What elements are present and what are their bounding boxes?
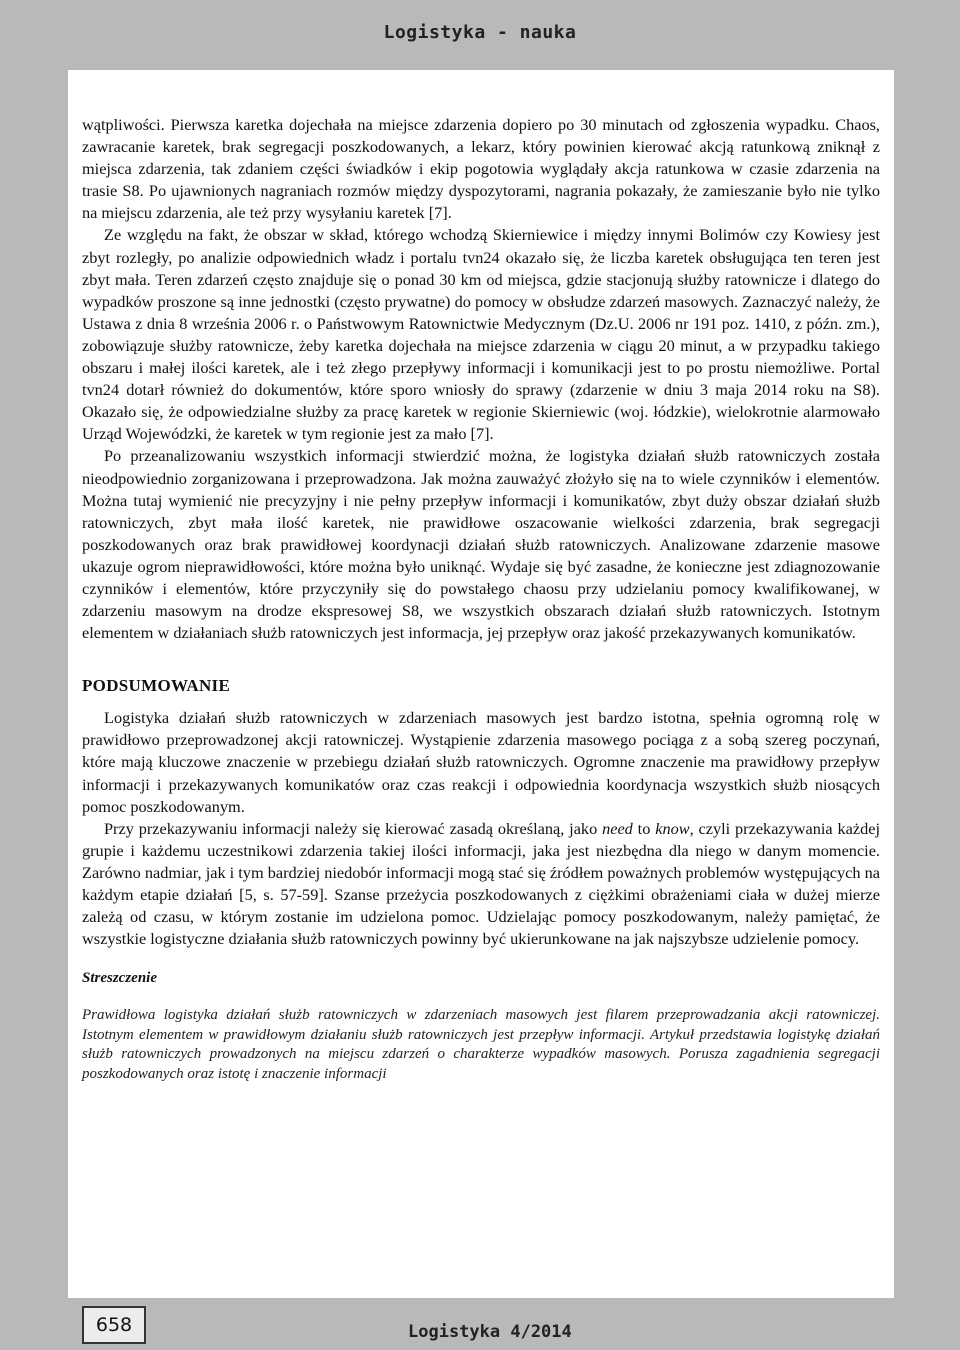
summary-paragraph-2	[82, 818, 880, 951]
body-paragraph-1: wątpliwości. Pierwsza karetka dojechała na miejsce zdarzenia dopiero po 30 minutach od zgłoszenia wypadku. Chaos, zawracanie karetek, brak segregacji poszkodowanych, a lekarz, który powinien kierować akcją ratunkową zniknął z miejsca zdarzenia, tak zdaniem części świadków i ekip pogotowia wyglądały akcja ratunkowa w czasie zdarzenia na trasie S8. Po ujawnionych nagraniach rozmów między dyspozytorami, nagrania pokazały, że zamieszanie było nie tylko na miejscu zdarzenia, ale też przy wysyłaniu karetek [7].	[82, 115, 880, 223]
summary-paragraph-1: Logistyka działań służb ratowniczych w zdarzeniach masowych jest bardzo istotna, spełnia ogromną rolę w prawidłowo przeprowadzonej akcji ratowniczej. Wystąpienie zdarzenia masowego pociąga z a sobą szereg poczynań, które mają kluczowe znaczenie w przebiegu działań służb ratowniczych. Ogromne znaczenie ma prawidłowy przepływ informacji i przekazywanych komunikatów oraz czas reakcji i odpowiednia koordynacja wszystkich służb niosących pomoc poszkodowanym.	[82, 708, 880, 816]
page-sheet	[68, 70, 894, 1298]
term-know: know	[655, 818, 690, 838]
page-number: 658	[82, 1306, 146, 1344]
term-need: need	[602, 818, 633, 838]
article-body	[82, 114, 880, 1085]
running-header: Logistyka - nauka	[383, 22, 577, 43]
journal-footer: Logistyka 4/2014	[408, 1322, 572, 1342]
body-paragraph-3: Po przeanalizowaniu wszystkich informacji stwierdzić można, że logistyka działań służb ratowniczych została nieodpowiednio zorganizowana i przeprowadzona. Jak można zauważyć złożyło się na to wiele czynników i elementów. Można tutaj wymienić nie precyzyjny i nie pełny przepływ informacji i komunikatów, zbyt duży obszar działań służb ratowniczych, zbyt mała ilość karetek, nie prawidłowe oszacowanie wielkości zdarzenia, brak segregacji poszkodowanych oraz brak prawidłowej koordynacji działań służb ratowniczych. Analizowane zdarzenie masowe ukazuje ogrom nieprawidłowości, które można było uniknąć. Wydaje się być zasadne, że konieczne jest zdiagnozowanie czynników i elementów, które przyczyniły się do powstałego chaosu przy udzielaniu pomocy kwalifikowanej, w zdarzeniu masowym na drodze ekspresowej S8, we wszystkich obszarach działań służb ratowniczych. Istotnym elementem w działaniach służb ratowniczych jest informacja, jej przepływ oraz jakość przekazywanych komunikatów.	[82, 446, 880, 643]
abstract-heading: Streszczenie	[82, 970, 157, 987]
section-heading-summary: PODSUMOWANIE	[82, 676, 231, 696]
summary-text-before-need: Przy przekazywaniu informacji należy się kierować zasadą określaną, jako	[104, 818, 603, 838]
body-paragraph-2: Ze względu na fakt, że obszar w skład, którego wchodzą Skierniewice i między innymi Bolimów czy Kowiesy jest zbyt rozległy, po analizie odpowiednich władz i portalu tvn24 okazało się, że liczba karetek obsługująca ten teren jest zbyt mała. Teren zdarzeń często znajduje się o ponad 30 km od miejsca, gdzie stacjonują służby ratownicze i dlatego do wypadków proszone są inne jednostki (często prywatne) do pomocy w obsłudze zdarzeń masowych. Zaznaczyć należy, że Ustawa z dnia 8 września 2006 r. o Państwowym Ratownictwie Medycznym (Dz.U. 2006 nr 191 poz. 1410, z późn. zm.), zobowiązuje służby ratownicze, żeby karetka dojechała na miejsce zdarzenia w ciągu 20 minut, a w przypadku takiego obszaru i małej ilości karetek, ale i też złego przepływy informacji i komunikacji jest to po prostu niemożliwe. Portal tvn24 dotarł również do dokumentów, które sporo wniosły do sprawy (zdarzenie w dniu 3 maja 2014 roku na S8). Okazało się, że odpowiedzialne służby za pracę karetek w regionie Skierniewic (woj. łódzkie), wielokrotnie alarmowało Urząd Wojewódzki, że karetek w tym regionie jest za mało [7].	[82, 225, 880, 444]
summary-text-to: to	[632, 818, 656, 838]
summary-text-after-know: , czyli przekazywania każdej grupie i każdemu uczestnikowi zdarzenia takiej ilości informacji, jaka jest niezbędna dla niego w danym momencie. Zarówno nadmiar, jak i tym bardziej niedobór informacji mogą stać się źródłem poważnych problemów występujących na każdym etapie działań [5, s. 57-59]. Szanse przeżycia poszkodowanych z ciężkimi obrażeniami ciała w dużej mierze zależą od czasu, w którym zostanie im udzielona pomoc. Udzielając pomocy poszkodowanym, należy pamiętać, że wszystkie logistyczne działania służb ratowniczych powinny być ukierunkowane na jak najszybsze udzielenie pomocy.	[82, 818, 881, 949]
abstract-text: Prawidłowa logistyka działań służb ratowniczych w zdarzeniach masowych jest filarem przeprowadzania akcji ratowniczej. Istotnym elementem w prawidłowym działaniu służb ratowniczych jest przepływ informacji. Artykuł przedstawia logistykę działań służb ratowniczych prowadzonych na miejscu zdarzeń o charakterze wypadków masowych. Porusza zagadnienia segregacji poszkodowanych oraz istotę i znaczenie informacji	[82, 1007, 880, 1083]
